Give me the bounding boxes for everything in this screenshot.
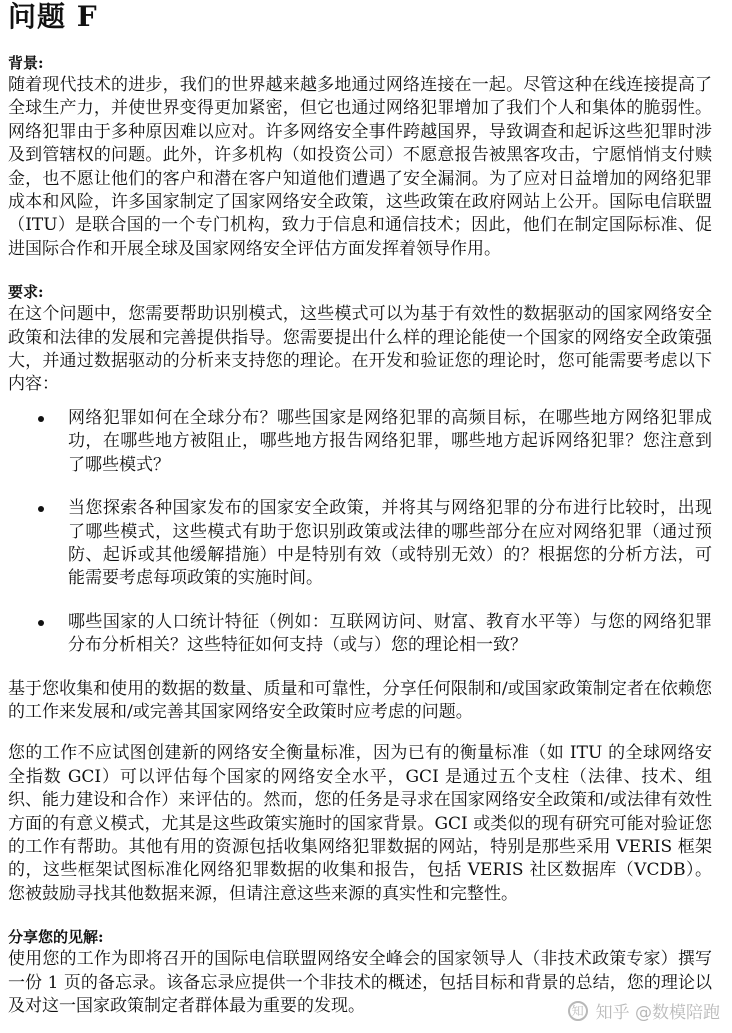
watermark	[568, 998, 720, 1023]
background-paragraph: 随着现代技术的进步，我们的世界越来越多地通过网络连接在一起。尽管这种在线连接提高了全球生产力，并使世界变得更加紧密，但它也通过网络犯罪增加了我们个人和集体的脆弱性。网络犯罪由于多种原因难以应对。许多网络安全事件跨越国界，导致调查和起诉这些犯罪时涉及到管辖权的问题。此外，许多机构（如投资公司）不愿意报告被黑客攻击，宁愿悄悄支付赎金，也不愿让他们的客户和潜在客户知道他们遭遇了安全漏洞。为了应对日益增加的网络犯罪成本和风险，许多国家制定了国家网络安全政策，这些政策在政府网站上公开。国际电信联盟（ITU）是联合国的一个专门机构，致力于信息和通信技术；因此，他们在制定国际标准、促进国际合作和开展全球及国家网络安全评估方面发挥着领导作用。	[8, 75, 712, 259]
requirements-intro: 在这个问题中，您需要帮助识别模式，这些模式可以为基于有效性的数据驱动的国家网络安全政策和法律的发展和完善提供指导。您需要提出什么样的理论能使一个国家的网络安全政策强大，并通过数据驱动的分析来支持您的理论。在开发和验证您的理论时，您可能需要考虑以下内容：	[8, 304, 712, 395]
gci-paragraph: 您的工作不应试图创建新的网络安全衡量标准，因为已有的衡量标准（如 ITU 的全球网络安全指数 GCI）可以评估每个国家的网络安全水平，GCI 是通过五个支柱（法律、技术、组织、能力建设和合作）来评估的。然而，您的任务是寻求在国家网络安全政策和/或法律有效性方面的有意义模式，尤其是这些政策实施时的国家背景。GCI 或类似的现有研究可能对验证您的工作有帮助。其他有用的资源包括收集网络犯罪数据的网站，特别是那些采用 VERIS 框架的，这些框架试图标准化网络犯罪数据的收集和报告，包括 VERIS 社区数据库（VCDB）。您被鼓励寻找其他数据来源，但请注意这些来源的真实性和完整性。	[8, 743, 712, 904]
share-paragraph: 使用您的工作为即将召开的国际电信联盟网络安全峰会的国家领导人（非技术政策专家）撰写一份 1 页的备忘录。该备忘录应提供一个非技术的概述，包括目标和背景的总结，您的理论以及对这一国家政策制定者群体最为重要的发现。	[8, 949, 712, 1016]
list-item	[8, 497, 712, 591]
requirements-heading: 要求:	[8, 283, 44, 302]
list-item	[8, 407, 712, 477]
limits-paragraph: 基于您收集和使用的数据的数量、质量和可靠性，分享任何限制和/或国家政策制定者在依赖您的工作来发展和/或完善其国家网络安全政策时应考虑的问题。	[8, 678, 712, 722]
list-item	[8, 611, 712, 658]
bullet-icon	[38, 416, 44, 422]
background-heading: 背景:	[8, 54, 44, 72]
zhihu-logo-icon: 知	[568, 1001, 588, 1021]
bullet-icon	[38, 620, 44, 626]
watermark-text: 知乎 @数模陪跑	[595, 1003, 720, 1023]
page-title: 问题 F	[8, 0, 98, 33]
bullet-icon	[38, 506, 44, 512]
share-heading: 分享您的见解:	[8, 928, 104, 947]
list-item-text: 网络犯罪如何在全球分布？哪些国家是网络犯罪的高频目标，在哪些地方网络犯罪成功，在哪些地方被阻止，哪些地方报告网络犯罪，哪些地方起诉网络犯罪？您注意到了哪些模式？	[68, 407, 712, 475]
list-item-text: 当您探索各种国家发布的国家安全政策，并将其与网络犯罪的分布进行比较时，出现了哪些模式，这些模式有助于您识别政策或法律的哪些部分在应对网络犯罪（通过预防、起诉或其他缓解措施）中是特别有效（或特别无效）的？根据您的分析方法，可能需要考虑每项政策的实施时间。	[68, 498, 712, 589]
list-item-text: 哪些国家的人口统计特征（例如：互联网访问、财富、教育水平等）与您的网络犯罪分布分析相关？这些特征如何支持（或与）您的理论相一致？	[68, 611, 712, 656]
requirements-list	[8, 407, 712, 658]
